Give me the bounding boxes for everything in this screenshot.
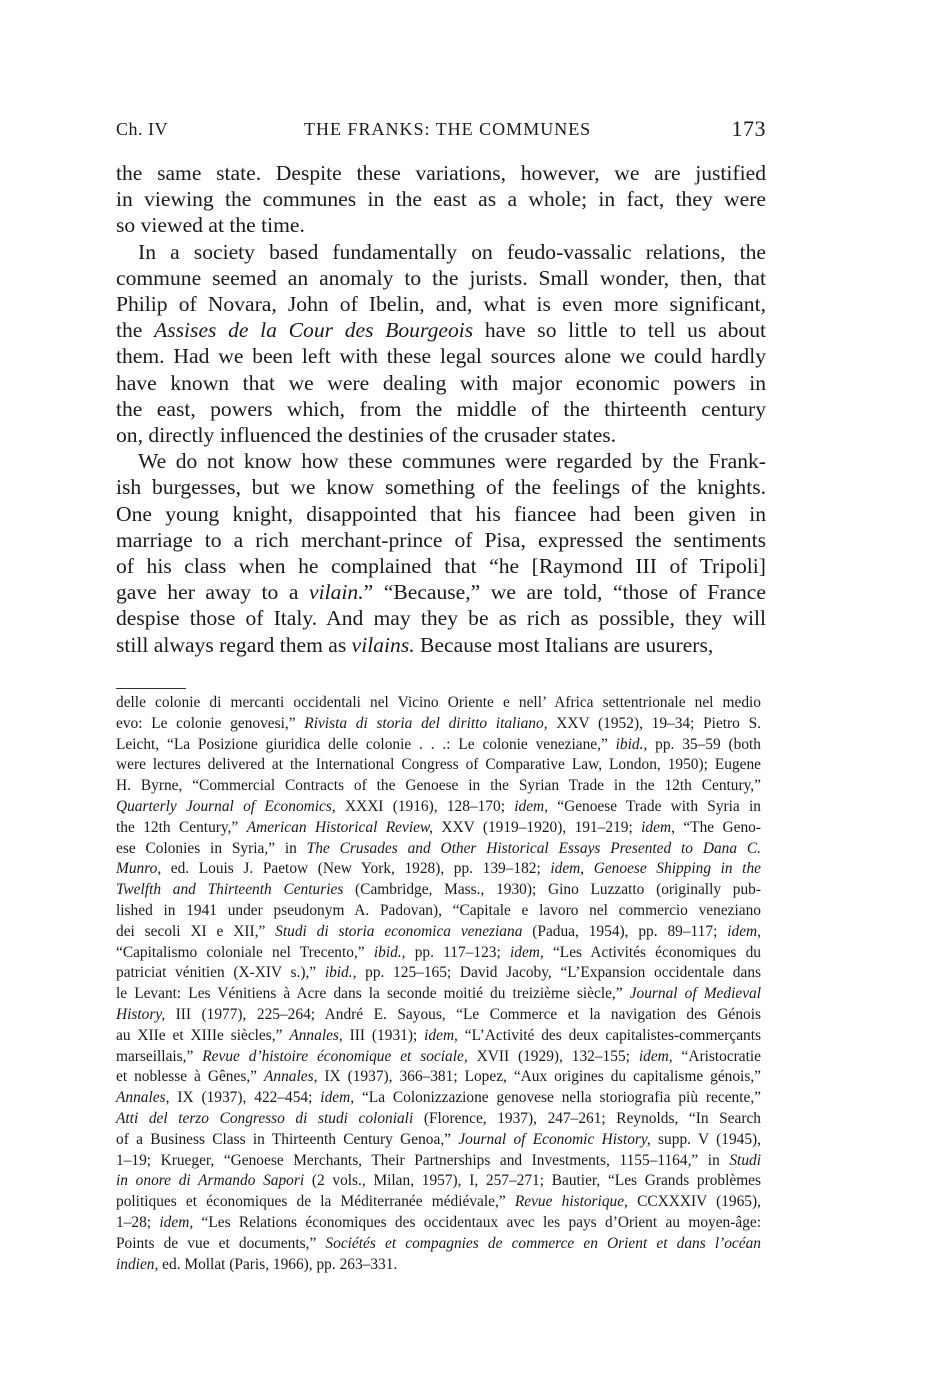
footnote-line: in onore di Armando Sapori (2 vols., Milan, 1957), I, 257–271; Bautier, “Les Grands problèmes [116, 1172, 761, 1190]
italic-text: The Crusades and Other Historical Essays Presented to Dana C. [306, 839, 761, 857]
italic-text: Journal of Medieval [629, 985, 761, 1003]
text-line: We do not know how these communes were regarded by the Frank- [138, 449, 766, 474]
footnote-line: evo: Le colonie genovesi,” Rivista di storia del diritto italiano, XXV (1952), 19–34; Pietro S. [116, 714, 762, 732]
italic-text: ibid., [324, 964, 357, 982]
footnote-line: 1–19; Krueger, “Genoese Merchants, Their Partnerships and Investments, 1155–1164,” in Studi [116, 1151, 761, 1169]
italic-text: idem, [509, 943, 544, 961]
italic-text: idem, Genoese Shipping in the [550, 860, 761, 878]
chapter-label: Ch. IV [116, 119, 168, 139]
text-line: the same state. Despite these variations, however, we are justified [116, 161, 766, 185]
italic-text: idem, [424, 1026, 458, 1044]
footnote-block [116, 693, 761, 1275]
footnote-line: politiques et économiques de la Méditerranée médiévale,” Revue historique, CCXXXIV (1965), [116, 1193, 761, 1211]
text-line: the Assises de la Cour des Bourgeois have so little to tell us about [116, 318, 767, 343]
italic-text: vilain. [309, 580, 364, 605]
text-line: in viewing the communes in the east as a whole; in fact, they were [116, 187, 766, 212]
running-title: THE FRANKS: THE COMMUNES [304, 119, 592, 139]
footnote-line: Twelfth and Thirteenth Centuries (Cambridge, Mass., 1930); Gino Luzzatto (originally pub- [116, 881, 761, 899]
text-line: gave her away to a vilain.” “Because,” we are told, “those of France [116, 580, 766, 605]
italic-text: Revue historique, [514, 1193, 628, 1211]
text-line: of his class when he complained that “he [Raymond III of Tripoli] [116, 554, 766, 579]
italic-text: History, [116, 1005, 166, 1023]
italic-text: Journal of Economic History, [458, 1130, 651, 1148]
italic-text: idem, [727, 922, 761, 940]
footnote-line: le Levant: Les Vénitiens à Acre dans la seconde moitié du treizième siècle,” Journal of Medieval [116, 985, 761, 1003]
italic-text: idem, [514, 797, 548, 815]
italic-text: Studi [729, 1151, 761, 1169]
italic-text: American Historical Review, [246, 818, 433, 836]
page-number: 173 [731, 116, 766, 141]
footnote-line: of a Business Class in Thirteenth Century Genoa,” Journal of Economic History, supp. V (1945), [116, 1130, 762, 1148]
footnote-line: indien, ed. Mollat (Paris, 1966), pp. 263–331. [116, 1255, 398, 1273]
footnote-line: lished in 1941 under pseudonym A. Padovan), “Capitale e lavoro nel commercio veneziano [116, 901, 761, 919]
footnote-line: dei secoli XI e XII,” Studi di storia economica veneziana (Padua, 1954), pp. 89–117; idem, [116, 922, 761, 940]
text-line: the east, powers which, from the middle of the thirteenth century [116, 396, 766, 421]
italic-text: Annales, [116, 1089, 170, 1107]
text-line: In a society based fundamentally on feudo-vassalic relations, the [138, 239, 766, 264]
footnote-line: Atti del terzo Congresso di studi coloniali (Florence, 1937), 247–261; Reynolds, “In Search [116, 1109, 761, 1127]
footnote-line: were lectures delivered at the International Congress of Comparative Law, London, 1950); Eugene [116, 756, 761, 774]
text-line: them. Had we been left with these legal sources alone we could hardly [116, 344, 766, 369]
text-line: marriage to a rich merchant-prince of Pisa, expressed the sentiments [116, 527, 766, 552]
italic-text: Annales, [263, 1068, 318, 1086]
footnote-line: Quarterly Journal of Economics, XXXI (1916), 128–170; idem, “Genoese Trade with Syria in [116, 797, 761, 815]
footnote-line: patriciat vénitien (X-XIV s.),” ibid., pp. 125–165; David Jacoby, “L’Expansion occidentale dans [116, 964, 762, 982]
footnote-line: 1–28; idem, “Les Relations économiques des occidentaux avec les pays d’Orient au moyen-âge: [116, 1213, 761, 1231]
footnote-line: “Capitalismo coloniale nel Trecento,” ibid., pp. 117–123; idem, “Les Activités économiques du [116, 943, 761, 961]
footnote-line: marseillais,” Revue d’histoire économique et sociale, XVII (1929), 132–155; idem, “Aristocratie [116, 1047, 761, 1065]
footnote-line: H. Byrne, “Commercial Contracts of the Genoese in the Syrian Trade in the 12th Century,” [116, 777, 761, 795]
text-line: Philip of Novara, John of Ibelin, and, what is even more significant, [116, 292, 766, 317]
italic-text: Annales, [289, 1026, 343, 1044]
italic-text: Rivista di storia del diritto italiano, [304, 714, 548, 732]
text-line: still always regard them as vilains. Because most Italians are usurers, [116, 632, 714, 657]
italic-text: ibid., [373, 943, 406, 961]
italic-text: idem, [638, 1047, 673, 1065]
main-text [116, 160, 766, 658]
italic-text: idem, [641, 818, 675, 836]
text-line: commune seemed an anomaly to the jurists. Small wonder, then, that [116, 265, 766, 290]
italic-text: Quarterly Journal of Economics, [116, 797, 336, 815]
italic-text: Sociétés et compagnies de commerce en Orient et dans l’océan [325, 1234, 761, 1252]
footnote-line: Leicht, “La Posizione giuridica delle colonie . . .: Le colonie veneziane,” ibid., pp. 35–59 (both [116, 735, 762, 753]
footnote-line: Annales, IX (1937), 422–454; idem, “La Colonizzazione genovese nella storiografia più recente,” [116, 1089, 762, 1107]
text-line: One young knight, disappointed that his fiancee had been given in [116, 501, 766, 526]
footnote-line: ese Colonies in Syria,” in The Crusades and Other Historical Essays Presented to Dana C. [116, 839, 761, 857]
italic-text: ibid., [615, 735, 648, 753]
italic-text: in onore di Armando Sapori [116, 1172, 305, 1190]
footnote-line: History, III (1977), 225–264; André E. Sayous, “Le Commerce et la navigation des Génois [116, 1005, 761, 1023]
italic-text: Munro, [116, 860, 162, 878]
footnote-line: Points de vue et documents,” Sociétés et compagnies de commerce en Orient et dans l’océan [116, 1234, 761, 1252]
footnote-line: au XIIe et XIIIe siècles,” Annales, III (1931); idem, “L’Activité des deux capitalistes-commerçants [116, 1026, 761, 1044]
italic-text: indien, [116, 1255, 159, 1273]
text-line: so viewed at the time. [116, 213, 305, 238]
italic-text: idem, [320, 1089, 355, 1107]
italic-text: Assises de la Cour des Bourgeois [154, 318, 474, 343]
text-line: despise those of Italy. And may they be as rich as possible, they will [116, 606, 766, 631]
text-line: on, directly influenced the destinies of the crusader states. [116, 423, 617, 448]
italic-text: Atti del terzo Congresso di studi coloniali [116, 1109, 414, 1127]
footnote-line: delle colonie di mercanti occidentali nel Vicino Oriente e nell’ Africa settentrionale nel medio [116, 694, 761, 711]
italic-text: Twelfth and Thirteenth Centuries [116, 881, 344, 899]
footnote-line: the 12th Century,” American Historical Review, XXV (1919–1920), 191–219; idem, “The Geno- [116, 818, 761, 836]
text-line: have known that we were dealing with major economic powers in [116, 370, 766, 395]
footnote-line: Munro, ed. Louis J. Paetow (New York, 1928), pp. 139–182; idem, Genoese Shipping in the [116, 860, 761, 878]
italic-text: idem, [159, 1213, 194, 1231]
footnote-rule [116, 688, 186, 689]
footnote-line: et noblesse à Gênes,” Annales, IX (1937), 366–381; Lopez, “Aux origines du capitalisme génois,” [116, 1068, 761, 1086]
italic-text: Studi di storia economica veneziana [275, 922, 523, 940]
text-line: ish burgesses, but we know something of the feelings of the knights. [116, 475, 766, 500]
italic-text: Revue d’histoire économique et sociale, [202, 1047, 468, 1065]
italic-text: vilains. [351, 632, 415, 657]
